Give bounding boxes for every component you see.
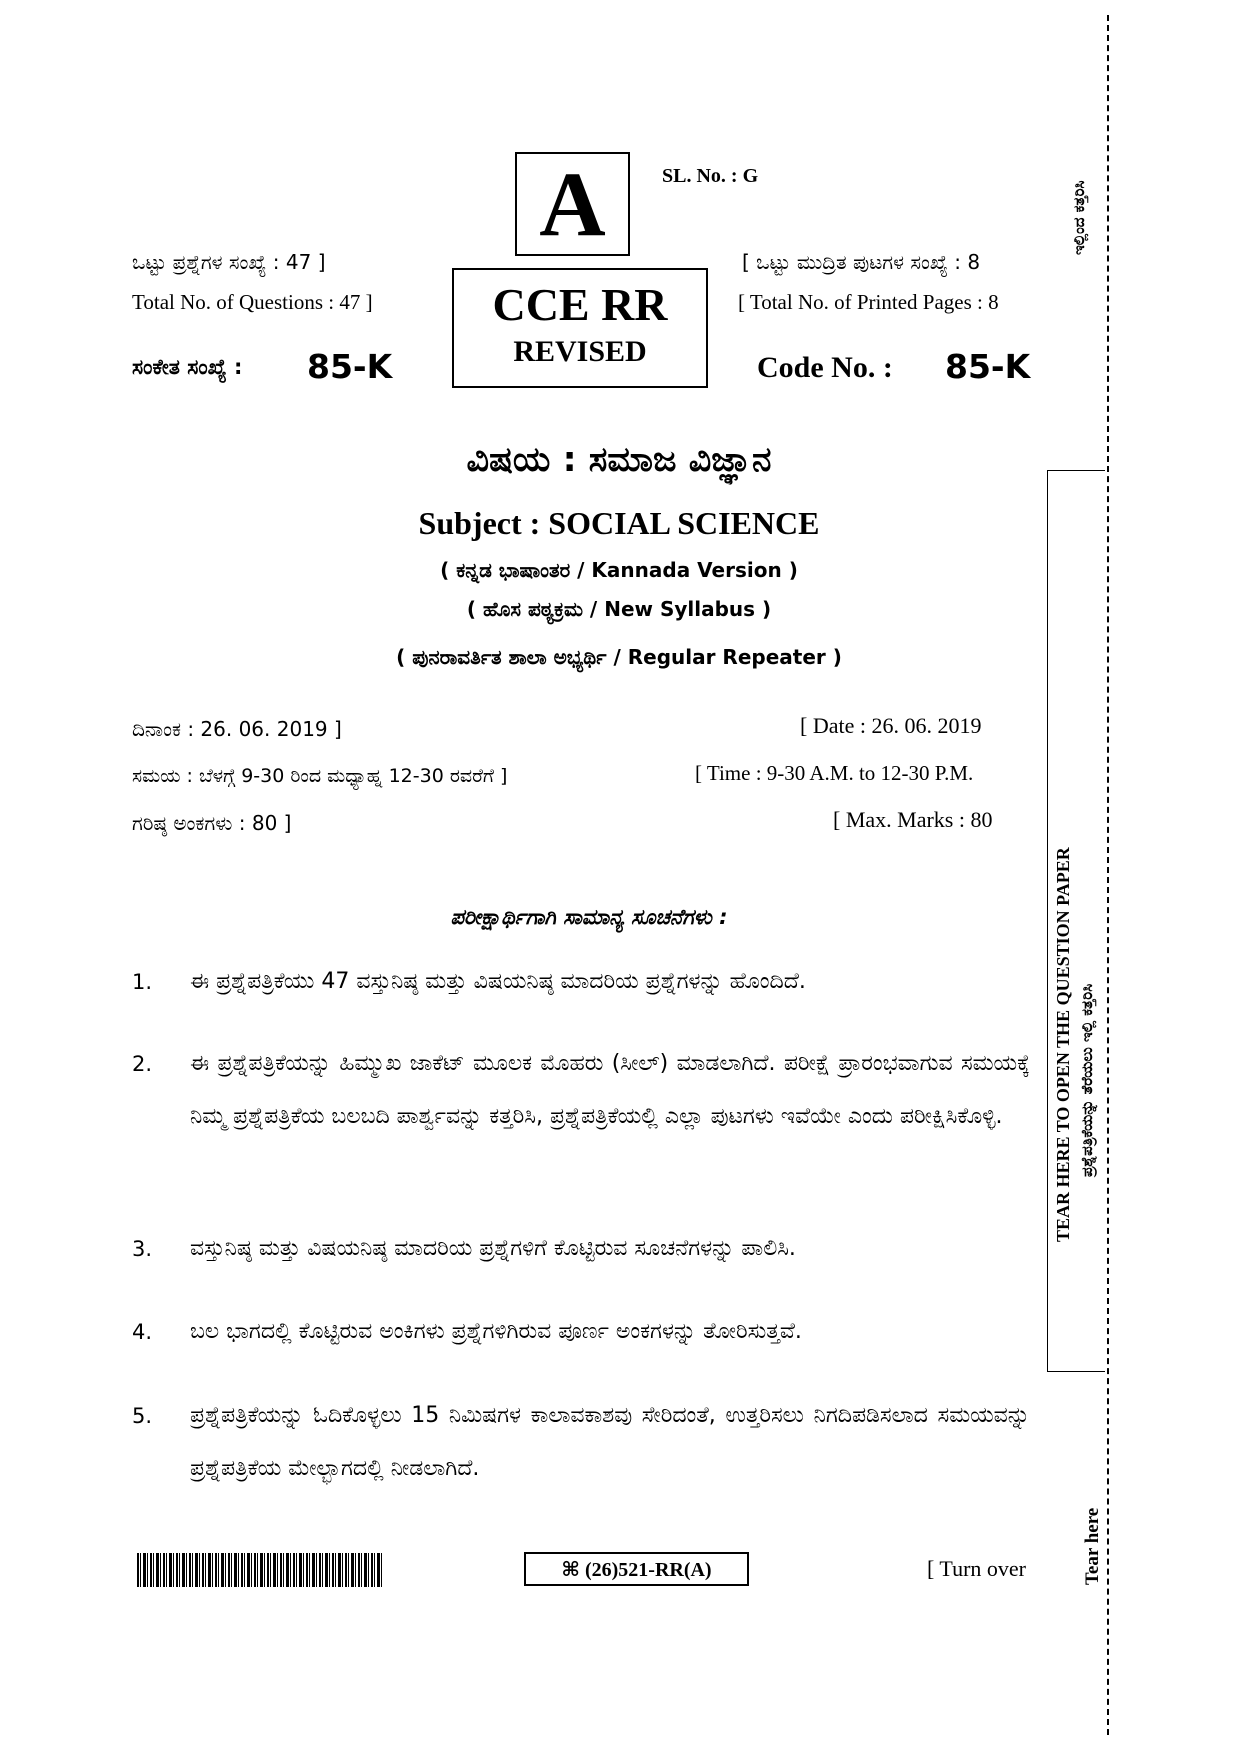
instruction-number: 3. xyxy=(132,1237,153,1261)
total-questions-kn: ಒಟ್ಟು ಪ್ರಶ್ನೆಗಳ ಸಂಖ್ಯೆ : 47 ] xyxy=(132,250,326,274)
code-value-kn: 85-K xyxy=(307,347,393,386)
paper-code-box xyxy=(524,1552,749,1586)
series-letter: A xyxy=(539,153,606,255)
time-en: [ Time : 9-30 A.M. to 12-30 P.M. xyxy=(695,761,974,785)
syllabus-line: ( ಹೊಸ ಪಠ್ಯಕ್ರಮ / New Syllabus ) xyxy=(466,597,772,621)
date-en: [ Date : 26. 06. 2019 xyxy=(800,713,982,738)
instructions-heading: ಪರೀಕ್ಷಾರ್ಥಿಗಾಗಿ ಸಾಮಾನ್ಯ ಸೂಚನೆಗಳು : xyxy=(450,905,728,929)
tear-here-label: Tear here xyxy=(1082,1507,1103,1585)
paper-code: ⌘ (26)521-RR(A) xyxy=(561,1558,712,1581)
subject-title-en: Subject : SOCIAL SCIENCE xyxy=(418,505,820,541)
subject-title-kn: ವಿಷಯ : ಸಮಾಜ ವಿಜ್ಞಾನ xyxy=(466,440,772,480)
instruction-text: ವಸ್ತುನಿಷ್ಠ ಮತ್ತು ವಿಷಯನಿಷ್ಠ ಮಾದರಿಯ ಪ್ರಶ್ನೆಗಳಿಗೆ ಕೊಟ್ಟಿರುವ ಸೂಚನೆಗಳನ್ನು ಪಾಲಿಸಿ. xyxy=(190,1236,796,1261)
tear-instruction-kn: ಪ್ರಶ್ನೆಪತ್ರಿಕೆಯನ್ನು ತೆರೆಯಲು ಇಲ್ಲಿ ಕತ್ತರಿಸಿ xyxy=(1078,983,1096,1177)
instruction-text: ಬಲ ಭಾಗದಲ್ಲಿ ಕೊಟ್ಟಿರುವ ಅಂಕಿಗಳು ಪ್ರಶ್ನೆಗಳಿಗಿರುವ ಪೂರ್ಣ ಅಂಕಗಳನ್ನು ತೋರಿಸುತ್ತವೆ. xyxy=(190,1319,802,1344)
instruction-number: 4. xyxy=(132,1320,153,1344)
date-kn: ದಿನಾಂಕ : 26. 06. 2019 ] xyxy=(132,717,342,741)
marks-en: [ Max. Marks : 80 xyxy=(833,807,993,832)
instruction-number: 2. xyxy=(132,1052,153,1076)
code-value-en: 85-K xyxy=(945,347,1031,386)
revised-label: REVISED xyxy=(513,334,647,368)
instruction-text: ಈ ಪ್ರಶ್ನೆಪತ್ರಿಕೆಯು 47 ವಸ್ತುನಿಷ್ಠ ಮತ್ತು ವಿಷಯನಿಷ್ಠ ಮಾದರಿಯ ಪ್ರಶ್ನೆಗಳನ್ನು ಹೊಂದಿದೆ. xyxy=(190,969,806,994)
code-label-en: Code No. : xyxy=(757,351,893,384)
exam-type: CCE RR xyxy=(492,279,668,330)
total-pages-en: [ Total No. of Printed Pages : 8 xyxy=(738,290,999,314)
exam-type-box xyxy=(452,268,708,388)
time-kn: ಸಮಯ : ಬೆಳಗ್ಗೆ 9-30 ರಿಂದ ಮಧ್ಯಾಹ್ನ 12-30 ರವರೆಗೆ ] xyxy=(132,765,508,787)
turn-over: [ Turn over xyxy=(927,1556,1027,1581)
marks-kn: ಗರಿಷ್ಠ ಅಂಕಗಳು : 80 ] xyxy=(132,811,292,835)
code-label-kn: ಸಂಕೇತ ಸಂಖ್ಯೆ : xyxy=(132,355,243,379)
total-questions-en: Total No. of Questions : 47 ] xyxy=(132,290,373,314)
candidate-line: ( ಪುನರಾವರ್ತಿತ ಶಾಲಾ ಅಭ್ಯರ್ಥಿ / Regular Repeater ) xyxy=(396,645,842,669)
instruction-number: 1. xyxy=(132,970,153,994)
tear-top-kn: ಇಲ್ಲಿಂದ ಕತ್ತರಿಸಿ xyxy=(1070,180,1088,255)
tear-line xyxy=(1107,15,1109,1735)
serial-number: SL. No. : G xyxy=(662,165,759,187)
instruction-text: ಈ ಪ್ರಶ್ನೆಪತ್ರಿಕೆಯನ್ನು ಹಿಮ್ಮುಖ ಜಾಕೆಟ್ ಮೂಲಕ ಮೊಹರು (ಸೀಲ್) ಮಾಡಲಾಗಿದೆ. ಪರೀಕ್ಷೆ ಪ್ರಾರಂಭವಾಗುವ ಸಮಯಕ್ಕೆ ನಿಮ್ಮ ಪ್ರಶ್ನೆಪತ್ರಿಕೆಯ ಬಲಬದಿ ಪಾರ್ಶ್ವವನ್ನು ಕತ್ತರಿಸಿ, ಪ್ರಶ್ನೆಪತ್ರಿಕೆಯಲ್ಲಿ ಎಲ್ಲಾ ಪುಟಗಳು ಇವೆಯೇ ಎಂದು ಪರೀಕ್ಷಿಸಿಕೊಳ್ಳಿ. xyxy=(190,1051,1030,1129)
total-pages-kn: [ ಒಟ್ಟು ಮುದ್ರಿತ ಪುಟಗಳ ಸಂಖ್ಯೆ : 8 xyxy=(742,250,981,274)
version-line: ( ಕನ್ನಡ ಭಾಷಾಂತರ / Kannada Version ) xyxy=(440,558,798,582)
barcode xyxy=(137,1553,382,1587)
series-letter-box xyxy=(515,152,630,256)
instruction-text: ಪ್ರಶ್ನೆಪತ್ರಿಕೆಯನ್ನು ಓದಿಕೊಳ್ಳಲು 15 ನಿಮಿಷಗಳ ಕಾಲಾವಕಾಶವು ಸೇರಿದಂತೆ, ಉತ್ತರಿಸಲು ನಿಗದಿಪಡಿಸಲಾದ ಸಮಯವನ್ನು ಪ್ರಶ್ನೆಪತ್ರಿಕೆಯ ಮೇಲ್ಭಾಗದಲ್ಲಿ ನೀಡಲಾಗಿದೆ. xyxy=(190,1403,1030,1481)
tear-instruction-en: TEAR HERE TO OPEN THE QUESTION PAPER xyxy=(1053,847,1073,1243)
instruction-number: 5. xyxy=(132,1404,153,1428)
